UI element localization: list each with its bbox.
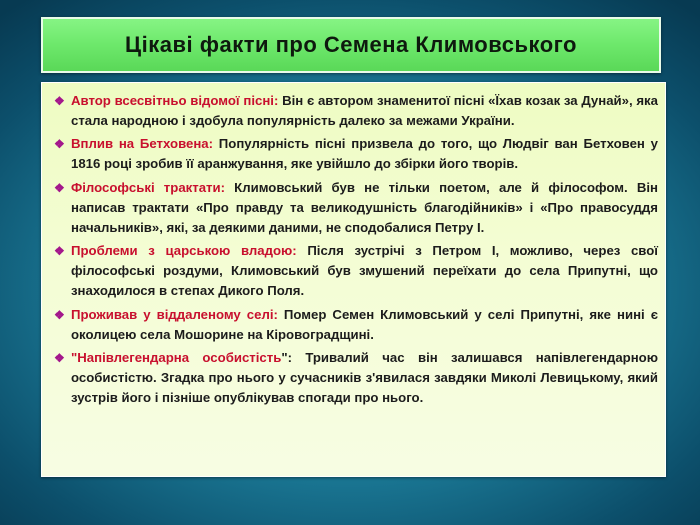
diamond-bullet-icon: ❖ bbox=[54, 307, 65, 322]
fact-item bbox=[50, 348, 658, 408]
fact-title: Автор всесвітньо відомої пісні: bbox=[71, 93, 279, 108]
diamond-bullet-icon: ❖ bbox=[54, 180, 65, 195]
fact-item bbox=[50, 91, 658, 131]
fact-title: Проблеми з царською владою: bbox=[71, 243, 297, 259]
slide-title: Цікаві факти про Семена Климовського bbox=[125, 32, 577, 57]
fact-text: Популярність пісні призвела до того, що Людвіг ван Бетховен у 1816 році зробив її аранжування, яке увійшло до збірки його творів. bbox=[71, 136, 658, 172]
facts-list bbox=[50, 91, 658, 408]
diamond-bullet-icon: ❖ bbox=[54, 137, 65, 152]
facts-panel bbox=[41, 82, 666, 477]
slide-title-box bbox=[41, 17, 661, 73]
fact-text: Після зустрічі з Петром І, можливо, через свої філософські роздуми, Климовський був змушений переїхати до села Припутні, що знаходилося в степах Дикого Поля. bbox=[71, 243, 659, 299]
fact-title: "Напівлегендарна особистість bbox=[71, 349, 282, 365]
diamond-bullet-icon: ❖ bbox=[54, 350, 65, 365]
diamond-bullet-icon: ❖ bbox=[54, 94, 65, 108]
fact-text: Помер Семен Климовський у селі Припутні, яке нині є околицею села Мошорине на Кіровоградщині. bbox=[71, 306, 659, 342]
fact-item bbox=[50, 305, 658, 345]
fact-item bbox=[50, 241, 658, 301]
fact-text: ": Тривалий час він залишався напівлегендарною особистістю. Згадка про нього у сучасників з'явилася завдяки Миколі Левицькому, який зустрів його і пізніше опублікував спогади про нього. bbox=[71, 349, 658, 405]
fact-text: Він є автором знаменитої пісні «Їхав козак за Дунай», яка стала народною і здобула популярність далеко за межами України. bbox=[71, 93, 658, 128]
fact-item bbox=[50, 134, 658, 174]
fact-title: Вплив на Бетховена: bbox=[71, 136, 214, 152]
diamond-bullet-icon: ❖ bbox=[54, 244, 65, 259]
fact-text: Климовський був не тільки поетом, але й філософом. Він написав трактати «Про правду та великодушність благодійників» і «Про правосуддя начальників», які, за деякими даними, не сподобалися Петру І. bbox=[71, 179, 658, 235]
fact-item bbox=[50, 178, 658, 238]
fact-title: Філософські трактати: bbox=[71, 179, 226, 195]
fact-title: Проживав у віддаленому селі: bbox=[71, 306, 278, 322]
